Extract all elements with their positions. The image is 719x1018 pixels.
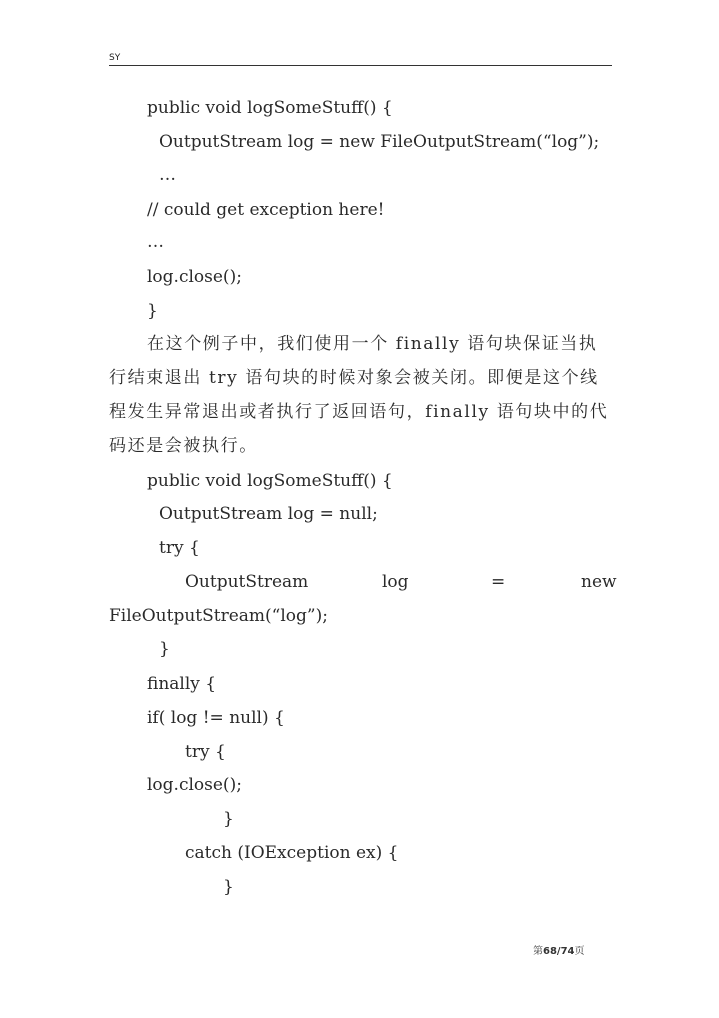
code-line: try { (159, 538, 200, 558)
code-line: } (147, 301, 158, 321)
footer-prefix: 第 (533, 946, 543, 957)
footer-suffix: 页 (574, 946, 585, 957)
code-line: log.close(); (147, 267, 242, 287)
code-line-justified (185, 571, 617, 593)
page-footer (533, 942, 584, 957)
code-line: public void logSomeStuff() { (147, 471, 393, 491)
code-line: } (223, 877, 234, 897)
code-token: new (581, 572, 617, 592)
code-token: log (382, 572, 409, 592)
page-number: 68/74 (543, 946, 575, 957)
page-header (109, 48, 612, 66)
code-line: OutputStream log = null; (159, 504, 378, 524)
code-line: public void logSomeStuff() { (147, 98, 393, 118)
code-comment: // could get exception here! (147, 200, 385, 220)
body-paragraph: 在这个例子中，我们使用一个 finally 语句块保证当执行结束退出 try 语句块的时候对象会被关闭。即便是这个线程发生异常退出或者执行了返回语句，finally 语句块中的代码还是会被执行。 (109, 334, 609, 456)
code-line: if( log != null) { (147, 708, 285, 728)
code-line: } (223, 809, 234, 829)
code-line: log.close(); (147, 775, 242, 795)
code-line: finally { (147, 674, 217, 694)
code-token: OutputStream (185, 572, 309, 592)
code-line: } (159, 639, 170, 659)
code-line: … (159, 165, 176, 185)
code-line: catch (IOException ex) { (185, 843, 399, 863)
code-line: try { (185, 742, 226, 762)
code-line: OutputStream log = new FileOutputStream(“log”); (159, 132, 600, 152)
code-line: … (147, 232, 164, 252)
code-token: = (491, 572, 506, 592)
code-line: FileOutputStream(“log”); (109, 606, 328, 626)
header-text: SY (109, 53, 121, 63)
